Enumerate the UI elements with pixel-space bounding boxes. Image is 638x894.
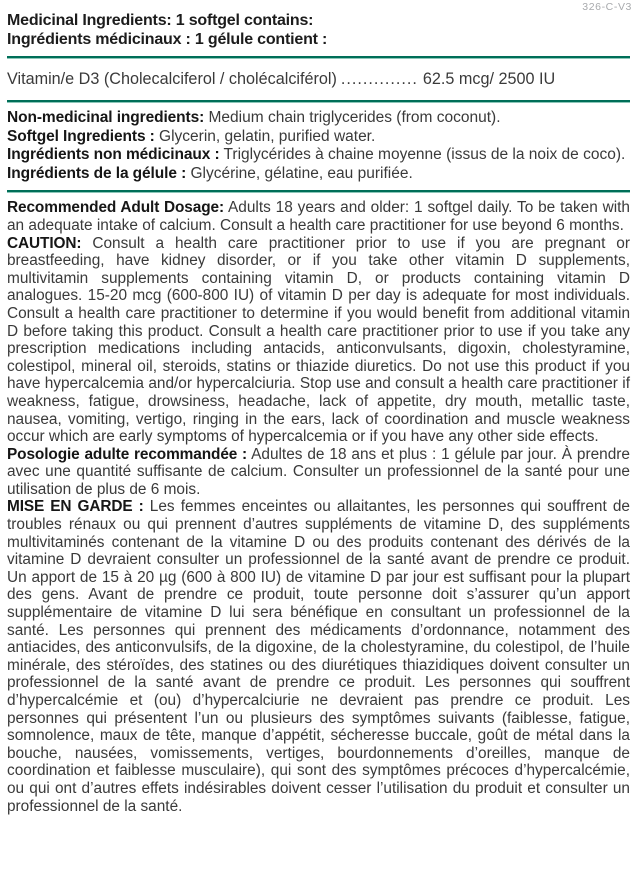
dosage-text-en: Adults 18 years and older: 1 softgel daily. To be taken with an adequate intake of calcium. Consult a health care practitioner for use beyond 6 months. (7, 199, 630, 234)
caution-label-fr: MISE EN GARDE : (7, 498, 144, 516)
softgel-ingredients-text: Glycerin, gelatin, purified water. (154, 127, 376, 145)
caution-paragraph-fr (7, 498, 630, 815)
non-medicinal-label-fr: Ingrédients non médicinaux : (7, 146, 220, 164)
caution-label-en: CAUTION: (7, 234, 82, 252)
gelule-ingredients-label: Ingrédients de la gélule : (7, 164, 187, 182)
medicinal-ingredients-header (7, 3, 630, 49)
caution-paragraph-en (7, 235, 630, 446)
dot-leader: .............. (340, 70, 418, 88)
dosage-paragraph-en (7, 199, 630, 234)
non-medicinal-label-en: Non-medicinal ingredients: (7, 109, 205, 126)
medicinal-header-fr: Ingrédients médicinaux : 1 gélule contient : (7, 30, 328, 48)
gelule-ingredients-text: Glycérine, gélatine, eau purifiée. (186, 164, 413, 182)
ingredient-name: Vitamin/e D3 (Cholecalciferol / cholécalciférol) (7, 70, 337, 88)
non-medicinal-line-en (7, 109, 630, 128)
dosage-label-fr: Posologie adulte recommandée : (7, 445, 248, 463)
medicinal-header-en: Medicinal Ingredients: 1 softgel contains: (7, 12, 314, 29)
gelule-ingredients-line (7, 165, 630, 184)
directions-section (7, 193, 630, 815)
ingredient-amount: 62.5 mcg/ 2500 IU (422, 70, 556, 88)
dosage-paragraph-fr (7, 446, 630, 499)
ingredient-row (7, 59, 630, 100)
caution-text-fr: Les femmes enceintes ou allaitantes, les personnes qui souffrent de troubles rénaux ou qui prennent d’autres suppléments de vitamine D, des suppléments multivitaminés contenant de la vitamine D ou des produits contenant des dérivés de la vitamine D devraient consulter un professionnel de la santé avant de prendre ce produit. Un apport de 15 à 20 µg (600 à 800 IU) de vitamine D par jour est suffisant pour la plupart des gens. Avant de prendre ce produit, toute personne doit s’assurer qu’un apport supplémentaire de vitamine D lui sera bénéfique en consultant un professionnel de la santé. Les personnes qui prennent des médicaments d’ordonnance, notamment des antiacides, des anticonvulsifs, de la digoxine, de la cholestyramine, du colestipol, de l’huile minérale, des stéroïdes, des statines ou des diurétiques thiazidiques doivent consulter un professionnel de la santé avant de prendre ce produit. Les personnes qui souffrent d’hypercalcémie et (ou) d’hypercalciurie ne devraient pas prendre ce produit. Les personnes qui présentent l’un ou plusieurs des symptômes suivants (faiblesse, fatigue, somnolence, maux de tête, manque d’appétit, sécheresse buccale, goût de métal dans la bouche, nausées, vomissements, vertiges, bourdonnements d’oreilles, manque de coordination et faiblesse musculaire), qui sont des symptômes précoces d’hypercalcémie, ou qui ont d’autres effets indésirables doivent cesser l’utilisation du produit et consulter un professionnel de la santé. (7, 498, 630, 815)
non-medicinal-line-fr (7, 146, 630, 165)
softgel-ingredients-line (7, 128, 630, 147)
dosage-label-en: Recommended Adult Dosage: (7, 199, 225, 217)
caution-text-en: Consult a health care practitioner prior to use if you are pregnant or breastfeeding, have kidney disorder, or if you take other vitamin D supplements, multivitamin supplements containing vitamin D, or products containing vitamin D analogues. 15-20 mcg (600-800 IU) of vitamin D per day is adequate for most individuals. Consult a health care practitioner to determine if you would benefit from additional vitamin D before taking this product. Consult a health care practitioner prior to use if you take any prescription medications including antacids, anticonvulsants, digoxin, cholestyramine, colestipol, mineral oil, steroids, statins or thiazide diuretics. Do not use this product if you have hypercalcemia and/or hypercalciuria. Stop use and consult a health care practitioner if weakness, fatigue, drowsiness, headache, lack of appetite, dry mouth, metallic taste, nausea, vomiting, vertigo, ringing in the ears, lack of coordination and muscle weakness occur which are early symptoms of hypercalcemia or if you have any other side effects. (7, 234, 630, 446)
non-medicinal-text-fr: Triglycérides à chaine moyenne (issus de la noix de coco). (219, 146, 626, 164)
softgel-ingredients-label: Softgel Ingredients : (7, 127, 155, 145)
non-medicinal-section (7, 103, 630, 190)
non-medicinal-text-en: Medium chain triglycerides (from coconut). (204, 109, 501, 126)
dosage-text-fr: Adultes de 18 ans et plus : 1 gélule par jour. À prendre avec une quantité suffisante de calcium. Consulter un professionnel de la santé pour une utilisation de plus de 6 mois. (7, 445, 630, 498)
version-code: 326-C-V3 (582, 1, 632, 13)
